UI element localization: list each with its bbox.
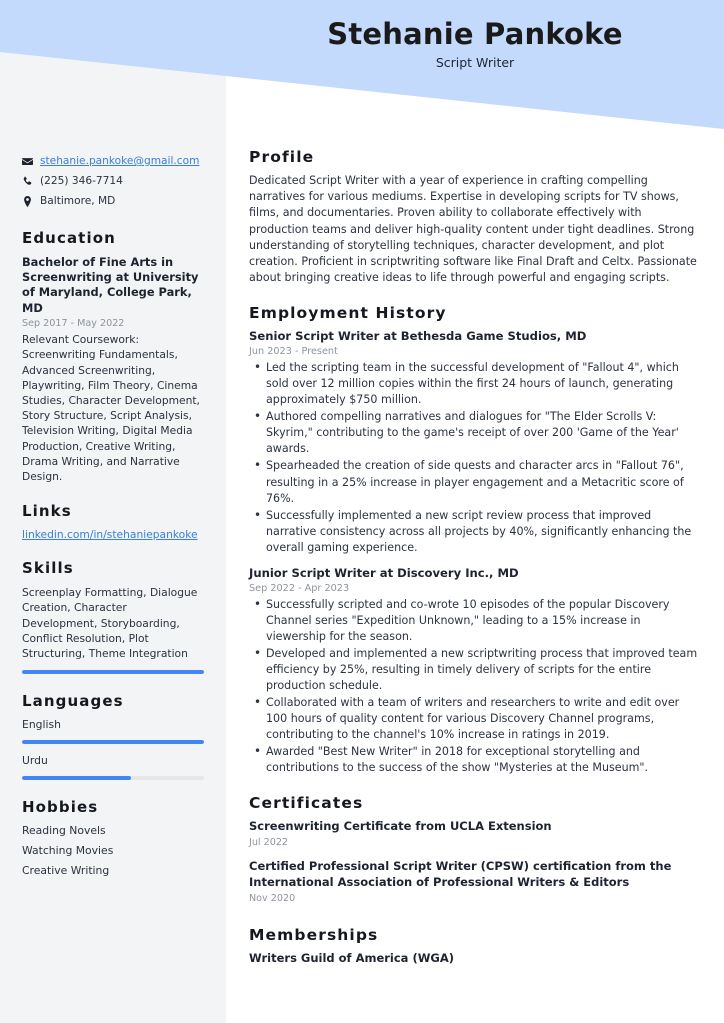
candidate-name: Stehanie Pankoke: [327, 17, 623, 51]
main-content: [226, 0, 724, 985]
section-employment-history: [249, 304, 700, 776]
membership-title: Writers Guild of America (WGA): [249, 950, 454, 965]
job-bullet-list: [249, 360, 700, 556]
sidebar-section-languages: [22, 692, 204, 780]
job-date: Sep 2022 - Apr 2023: [249, 582, 350, 594]
language-level-fill-english: [22, 740, 204, 744]
certificates-heading: Certificates: [249, 794, 364, 813]
candidate-job-title: Script Writer: [435, 55, 515, 71]
contact-list: [22, 155, 204, 209]
job-bullet-list: [249, 597, 700, 777]
links-item-linkedin[interactable]: linkedin.com/in/stehaniepankoke: [22, 528, 198, 542]
education-heading: Education: [22, 228, 116, 247]
contact-email-link[interactable]: stehanie.pankoke@gmail.com: [40, 155, 200, 167]
envelope-icon: [22, 156, 37, 167]
section-certificates: [249, 794, 700, 904]
hobby-item: Creative Writing: [22, 864, 110, 878]
job-bullet: • Developed and implemented a new scriptwriting process that improved team efficiency by 25%, resulting in timely delivery of scripts for the entire production schedule.: [249, 646, 700, 694]
skills-heading: Skills: [22, 559, 74, 578]
contact-location-row: [22, 195, 204, 208]
skills-level-fill: [22, 670, 204, 674]
certificate-title: Screenwriting Certificate from UCLA Extension: [249, 819, 552, 834]
skills-text: Screenplay Formatting, Dialogue Creation, Character Development, Storyboarding, Conflict Resolution, Plot Structuring, Theme Integration: [22, 586, 198, 660]
employment-job-entry: [249, 329, 700, 556]
hobby-item: Watching Movies: [22, 844, 114, 858]
certificate-date: Nov 2020: [249, 892, 296, 904]
sidebar-section-skills: [22, 559, 204, 674]
contact-phone-row: [22, 175, 204, 188]
certificate-entry: [249, 819, 700, 848]
section-profile: [249, 148, 700, 286]
language-level-track-english: [22, 740, 204, 744]
membership-entry: [249, 951, 700, 967]
job-bullet: • Led the scripting team in the successful development of "Fallout 4", which sold over 12 million copies within the first 24 hours of launch, generating approximately $750 million.: [249, 360, 700, 408]
memberships-heading: Memberships: [249, 925, 379, 944]
job-bullet: • Spearheaded the creation of side quests and character arcs in "Fallout 76", resulting in a 25% increase in player engagement and a Metacritic score of 76%.: [249, 458, 700, 506]
header-text-block: [226, 18, 724, 70]
job-bullet: • Successfully scripted and co-wrote 10 episodes of the popular Discovery Channel series "Expedition Unknown," leading to a 15% increase in viewership for the season.: [249, 597, 700, 645]
language-level-fill-urdu: [22, 776, 131, 780]
job-bullet: • Awarded "Best New Writer" in 2018 for exceptional storytelling and contributions to the success of the show "Mysteries at the Museum".: [249, 744, 700, 776]
job-bullet: • Collaborated with a team of writers and researchers to write and edit over 100 hours of quality content for various Discovery Channel programs, contributing to the channel's 10% increase in ratings in 2019.: [249, 695, 700, 743]
sidebar-section-education: [22, 229, 204, 484]
language-name-urdu: Urdu: [22, 754, 48, 768]
language-level-track-urdu: [22, 776, 204, 780]
languages-heading: Languages: [22, 692, 124, 711]
language-name-english: English: [22, 718, 61, 732]
profile-heading: Profile: [249, 148, 315, 166]
location-pin-icon: [22, 196, 37, 207]
hobbies-heading: Hobbies: [22, 798, 99, 817]
sidebar-section-hobbies: [22, 798, 204, 877]
contact-phone-text: (225) 346-7714: [40, 175, 123, 188]
education-date: Sep 2017 - May 2022: [22, 318, 125, 330]
skills-level-track: [22, 670, 204, 674]
sidebar-section-links: [22, 502, 204, 541]
employment-job-entry: [249, 566, 700, 777]
certificate-date: Jul 2022: [249, 837, 289, 849]
links-heading: Links: [22, 502, 72, 521]
employment-heading: Employment History: [249, 304, 447, 323]
job-title: Senior Script Writer at Bethesda Game Studios, MD: [249, 329, 587, 344]
education-degree: Bachelor of Fine Arts in Screenwriting at University of Maryland, College Park, MD: [22, 254, 199, 315]
hobby-item: Reading Novels: [22, 824, 106, 838]
profile-text: Dedicated Script Writer with a year of experience in crafting compelling narratives for various mediums. Expertise in developing scripts for TV shows, films, and documentaries. Proven ability to collaborate effectively with production teams and deliver high-quality content under tight deadlines. Strong understanding of storytelling techniques, character development, and plot creation. Proficient in scriptwriting software like Final Draft and Celtx. Passionate about bringing creative ideas to life through powerful and engaging scripts.: [249, 174, 697, 285]
contact-email-row[interactable]: [22, 155, 204, 168]
job-date: Jun 2023 - Present: [249, 345, 338, 357]
certificate-title: Certified Professional Script Writer (CPSW) certification from the International Association of Professional Writers & Editors: [249, 859, 672, 890]
job-bullet: • Successfully implemented a new script review process that improved narrative consistency across all projects by 40%, significantly enhancing the overall gaming experience.: [249, 508, 700, 556]
phone-icon: [22, 176, 37, 187]
section-memberships: [249, 926, 700, 967]
contact-location-text: Baltimore, MD: [40, 195, 116, 208]
sidebar-content: [0, 0, 226, 877]
job-bullet: • Authored compelling narratives and dialogues for "The Elder Scrolls V: Skyrim," contributing to the game's receipt of over 200 'Game of the Year' awards.: [249, 409, 700, 457]
certificate-entry: [249, 859, 700, 904]
job-title: Junior Script Writer at Discovery Inc., MD: [249, 565, 519, 580]
education-description: Relevant Coursework: Screenwriting Fundamentals, Advanced Screenwriting, Playwriting, Film Theory, Cinema Studies, Character Development, Story Structure, Script Analysis, Television Writing, Digital Media Production, Creative Writing, Drama Writing, and Narrative Design.: [22, 333, 200, 483]
